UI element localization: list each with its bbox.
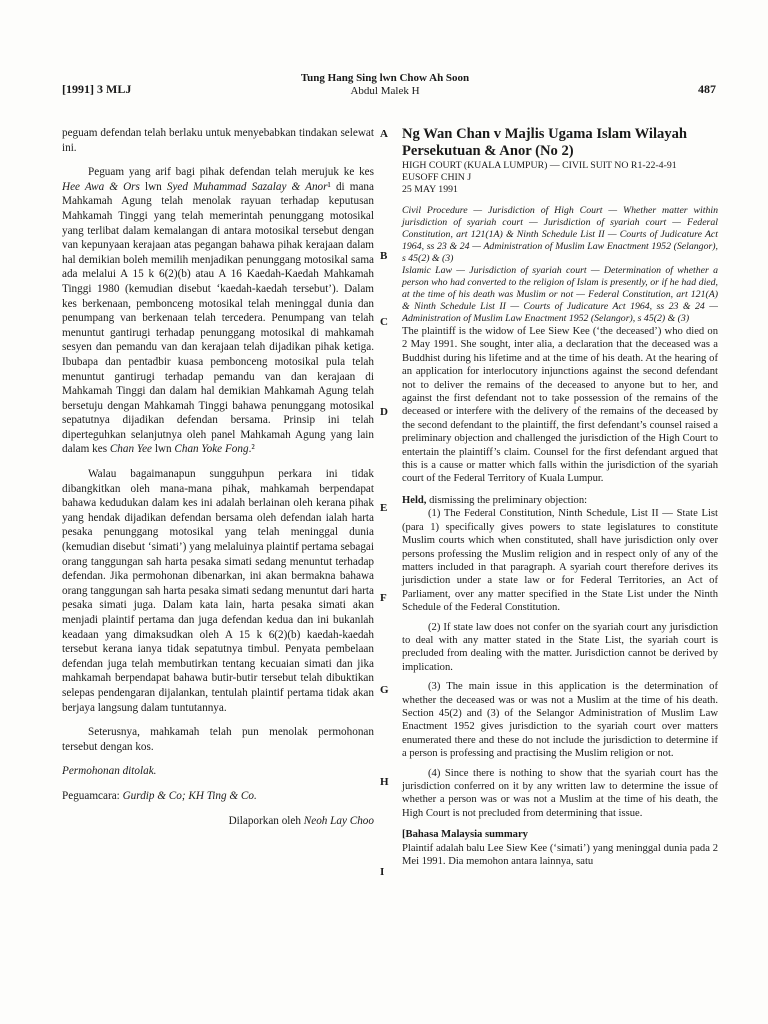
case-name: Hee Awa & Ors (62, 180, 140, 193)
court-name: HIGH COURT (KUALA LUMPUR) — CIVIL SUIT NO R1-22-4-91 (402, 160, 677, 171)
margin-letter-c: C (380, 316, 388, 328)
page-number: 487 (698, 82, 716, 96)
margin-letter-d: D (380, 406, 388, 418)
case-name: Syed Muhammad Sazalay & Anor (166, 180, 328, 193)
holding-3: (3) The main issue in this application is the determination of whether the deceased was or was not a Muslim at the time of his death. Section 45(2) and (3) of the Selangor Administration of Muslim Law Enactment 1952 gives jurisdiction to the syariah court over matters enumerated there and these do not include the jurisdiction to determine if a person is professing and practising the Muslim religion or not. (402, 681, 718, 760)
counsel-line (62, 789, 374, 804)
dismissed-text: Permohonan ditolak. (62, 765, 157, 778)
text-run: lwn (139, 180, 167, 193)
running-head-case: Tung Hang Sing lwn Chow Ah Soon (300, 72, 470, 84)
reported-by-line (62, 814, 374, 829)
decision-date: 25 MAY 1991 (402, 184, 458, 195)
held-label: Held, (402, 494, 427, 506)
case-name: Chan Yee (109, 443, 153, 456)
margin-letter-i: I (380, 866, 385, 878)
left-para-2 (62, 165, 374, 457)
counsel-names: Gurdip & Co; KH Ting & Co. (122, 789, 257, 802)
running-head-judge: Abdul Malek H (350, 85, 420, 97)
margin-letter-a: A (380, 128, 388, 140)
catchwords-1: Civil Procedure — Jurisdiction of High Court — Whether matter within jurisdiction of syariah court — Jurisdiction of syariah court — Federal Constitution, art 121(1A) & Ninth Schedule List II — Courts of Judicature Act 1964, ss 23 & 24 — Administration of Muslim Law Enactment 1952 (Selangor), s 45(2) & (3) (402, 205, 718, 264)
order-dismissed (62, 764, 374, 779)
bm-summary-heading: [Bahasa Malaysia summary (402, 829, 528, 841)
left-para-3: Walau bagaimanapun sungguhpun perkara ini tidak dibangkitkan oleh mana-mana pihak, mahkamah berpendapat bahawa kedudukan dalam kes ini adalah berlainan oleh kerana pihak yang hendak dijadikan defendan bersama oleh defendan ialah harta pesaka penunggang motosikal yang telah meninggal dunia (kemudian disebut ‘simati’) yang melaluinya plaintif pertama sebagai orang tanggungan sah harta pesaka simati sedang menuntut terhadap defendan. Jika permohonan dibenarkan, ini akan bermakna bahawa orang tanggungan sah harta pesaka simati sedang menuntut dari harta pesaka simati juga. Dalam kata lain, harta pesaka simati akan menjadi plaintif pertama dan juga defendan kedua dan ini bukanlah keadaan yang dimaksudkan oleh A 15 k 6(2)(b) kaedah-kaedah tersebut kerana ianya tidak sepatutnya timbul. Penyata pembelaan defendan juga telah membutirkan tentang kecuaian simati dan jika mahkamah berpendapat bahawa butir-butir tersebut telah dibuktikan selepas pendengaran dijalankan, tentulah plaintif pertama tidak akan berjaya langsung dalam tuntutannya. (62, 468, 374, 714)
judge-name: EUSOFF CHIN J (402, 172, 472, 183)
text-run: lwn (152, 443, 175, 456)
margin-letter-b: B (380, 250, 388, 262)
running-head (250, 72, 520, 98)
text-run: Peguam yang arif bagi pihak defendan telah merujuk ke kes (88, 166, 374, 179)
case-name: Chan Yoke Fong (174, 443, 249, 456)
text-run: .² (248, 443, 255, 456)
held-rest: dismissing the preliminary objection: (426, 494, 588, 506)
held-heading (402, 494, 718, 507)
margin-letter-h: H (380, 776, 389, 788)
reporter-name: Neoh Lay Choo (303, 814, 374, 827)
left-column (62, 126, 374, 828)
margin-letter-g: G (380, 684, 389, 696)
reported-label: Dilaporkan oleh (228, 814, 304, 827)
citation: [1991] 3 MLJ (62, 82, 132, 96)
text-run: ¹ di mana Mahkamah Agung telah menolak rayuan terhadap keputusan Mahkamah Tinggi yang telah memerintah penunggang motosikal yang terlibat dalam kemalangan di antara motosikal tersebut dengan van kepunyaan kerajaan atas pegangan bahawa pihak kerajaan dalam hal demikian boleh memilih menjadikan penunggang motosikal sama ada melalui A 15 k 6(2)(b) atau A 16 Kaedah-Kaedah Mahkamah Tinggi 1980 (kemudian disebut ‘kaedah-kaedah tersebut’). Dalam kes berkenaan, pembonceng motosikal telah meninggal dunia dan penumpang van berkenaan telah tercedera. Penumpang van telah menuntut gantirugi terhadap penunggang motosikal di mahkamah sesyen dan pemandu van dan kerajaan telah dijadikan pihak ketiga. Ibubapa dan pentadbir kuasa pembonceng motosikal pula telah menuntut gantirugi terhadap pemandu van dan kerajaan di Mahkamah Tinggi dan dalam hal demikian Mahkamah Agung telah bersetuju dengan Mahkamah Tinggi bahawa penunggang motosikal sepatutnya dijadikan defendan bersama. Prinsip ini telah diperteguhkan selanjutnya oleh panel Mahkamah Agung yang lain dalam kes (62, 180, 374, 456)
court-block (402, 160, 718, 196)
bm-summary-text: Plaintif adalah balu Lee Siew Kee (‘simati’) yang meninggal dunia pada 2 Mei 1991. Dia memohon antara lainnya, satu (402, 842, 718, 868)
right-column (402, 126, 718, 868)
holding-2: (2) If state law does not confer on the syariah court any jurisdiction to deal with any matter stated in the State List, the syariah court is precluded from dealing with the matter. Jurisdiction cannot be derived by implication. (402, 621, 718, 673)
counsel-label: Peguamcara: (62, 789, 123, 802)
case-title: Ng Wan Chan v Majlis Ugama Islam Wilayah Persekutuan & Anor (No 2) (402, 126, 688, 159)
margin-letter-f: F (380, 592, 387, 604)
catchwords-2: Islamic Law — Jurisdiction of syariah court — Determination of whether a person who had converted to the religion of Islam is presently, or if he had died, at the time of his death was Muslim or not — Federal Constitution, art 121(A) & Ninth Schedule List II — Courts of Judicature Act 1964, ss 23 & 24 — Administration of Muslim Law Enactment 1952 (Selangor), s 45(2) & (3) (402, 265, 718, 324)
holding-1: (1) The Federal Constitution, Ninth Schedule, List II — State List (para 1) specifically gives powers to state legislatures to constitute Muslim courts which when constituted, shall have jurisdiction only over persons professing the Muslim religion and in respect only of any of the matters included in that paragraph. A syariah court therefore derives its jurisdiction under a state law or for Federal Territories, an Act of Parliament, over any matter specified in the State List under the Ninth Schedule of the Federal Constitution. (402, 508, 718, 614)
facts-paragraph: The plaintiff is the widow of Lee Siew Kee (‘the deceased’) who died on 2 May 1991. She sought, inter alia, a declaration that the deceased was a Buddhist during his lifetime and at the time of his death. At the hearing of an application for interlocutory injunctions against the second defendant not to deliver the remains of the deceased to anyone but to her, and against the first defendant not to take possession of the remains of the deceased or interfere with the delivery of the remains of the deceased by the second defendant to the plaintiff, the first defendant’s counsel raised a preliminary objection and challenged the jurisdiction of the High Court to entertain the plaintiff’s claim. Counsel for the first defendant argued that this is a cause or matter which falls within the jurisdiction of the syariah court of the Federal Territory of Kuala Lumpur. (402, 326, 718, 485)
holding-4: (4) Since there is nothing to show that the syariah court has the jurisdiction conferred on it by any written law to determine the issue of whether a person was or was not a Muslim at the time of his death, the High Court is not precluded from determining that issue. (402, 767, 718, 819)
left-para-4: Seterusnya, mahkamah telah pun menolak permohonan tersebut dengan kos. (62, 726, 374, 753)
left-para-1: peguam defendan telah berlaku untuk menyebabkan tindakan selewat ini. (62, 127, 374, 154)
margin-letter-e: E (380, 502, 388, 514)
